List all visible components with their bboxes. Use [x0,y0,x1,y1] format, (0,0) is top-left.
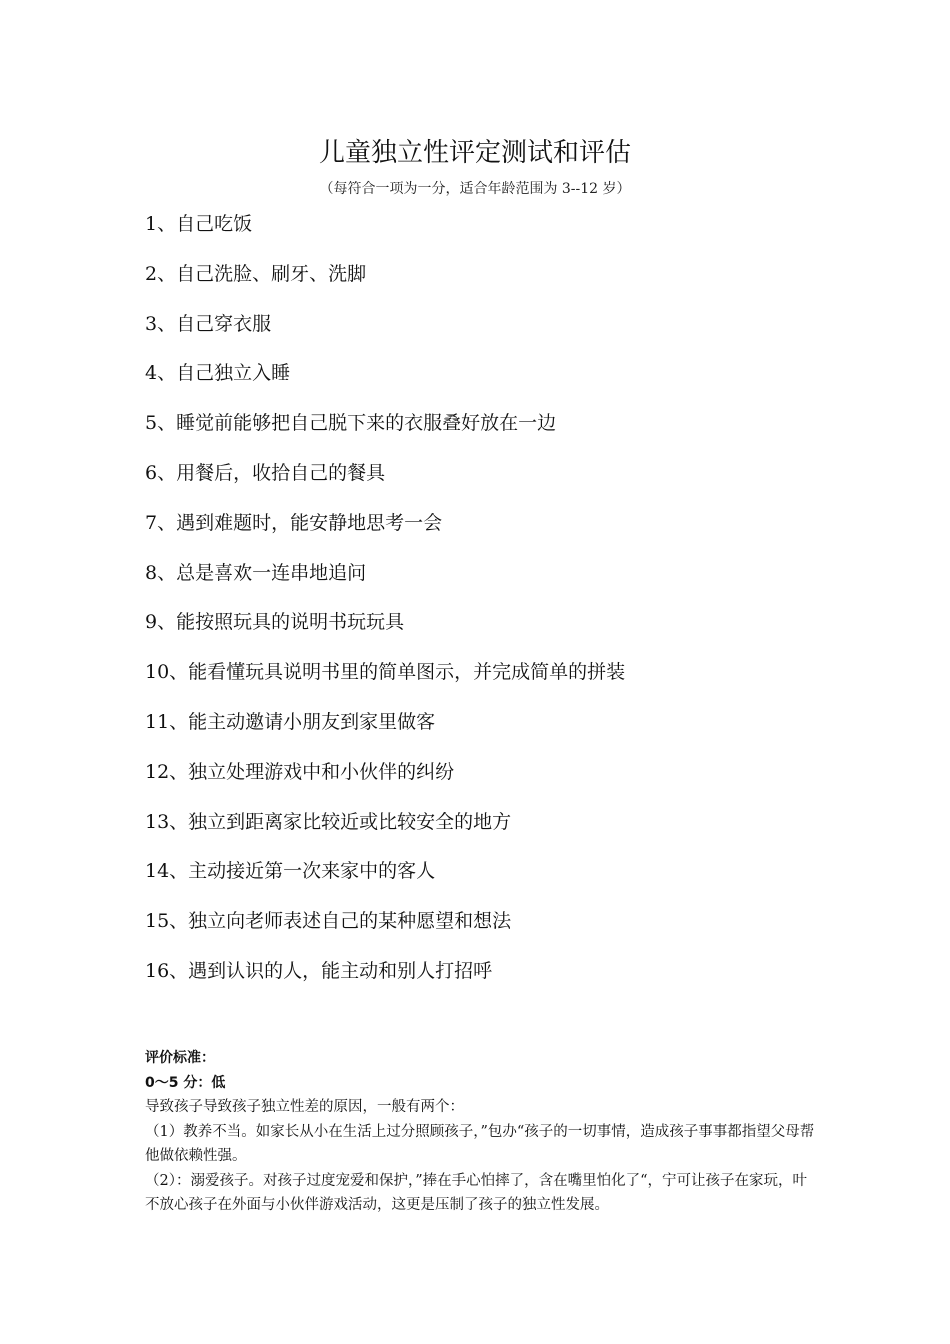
list-item: 11、能主动邀请小朋友到家里做客 [145,710,436,733]
list-item: 3、自己穿衣服 [145,312,272,335]
list-item: 1、自己吃饭 [145,213,253,235]
list-item: 4、自己独立入睡 [145,362,291,385]
assessment-item-list [145,208,825,1005]
list-item: 7、遇到难题时，能安静地思考一会 [145,511,443,534]
list-item: 9、能按照玩具的说明书玩玩具 [145,611,405,634]
list-item: 6、用餐后，收拾自己的餐具 [145,461,386,484]
list-item: 5、睡觉前能够把自己脱下来的衣服叠好放在一边 [145,412,557,435]
criteria-paragraph: 导致孩子导致孩子独立性差的原因，一般有两个： [145,1099,464,1115]
document-subtitle: （每符合一项为一分，适合年龄范围为 3--12 岁） [319,181,631,197]
list-item: 10、能看懂玩具说明书里的简单图示，并完成简单的拼装 [145,661,626,684]
list-item: 2、自己洗脸、刷牙、洗脚 [145,262,367,285]
document-title: 儿童独立性评定测试和评估 [318,138,631,168]
list-item: 14、主动接近第一次来家中的客人 [145,860,436,883]
list-item: 12、独立处理游戏中和小伙伴的纠纷 [145,760,455,783]
list-item: 8、总是喜欢一连串地追问 [145,561,367,584]
criteria-paragraph: （1）教养不当。如家长从小在生活上过分照顾孩子，”包办“孩子的一切事情，造成孩子事事都指望父母帮他做依赖性强。 [145,1123,815,1164]
evaluation-criteria [145,1046,815,1218]
criteria-paragraph: （2）：溺爱孩子。对孩子过度宠爱和保护，”捧在手心怕摔了，含在嘴里怕化了“，宁可让孩子在家玩，叶不放心孩子在外面与小伙伴游戏活动，这更是压制了孩子的独立性发展。 [145,1172,808,1213]
score-level: 0～5 分：低 [145,1074,226,1091]
list-item: 16、遇到认识的人，能主动和别人打招呼 [145,959,493,982]
list-item: 13、独立到距离家比较近或比较安全的地方 [145,810,512,833]
list-item: 15、独立向老师表述自己的某种愿望和想法 [145,910,512,933]
criteria-heading: 评价标准： [145,1050,215,1066]
